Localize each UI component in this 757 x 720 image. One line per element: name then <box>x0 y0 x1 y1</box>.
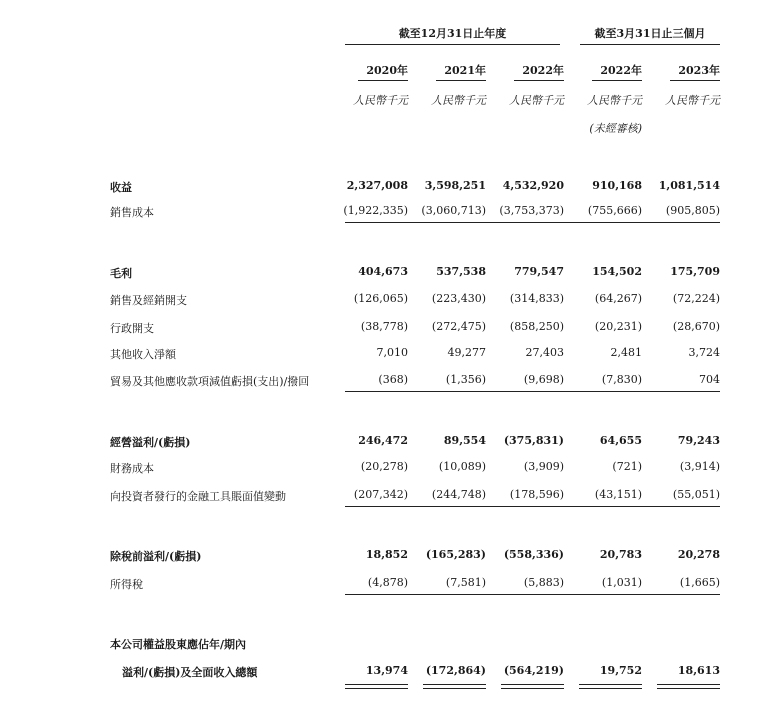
cell: 3,724 <box>688 346 720 359</box>
cell: 704 <box>699 373 720 386</box>
row-label-other-income: 其他收入淨額 <box>110 348 176 361</box>
header-group-rule <box>580 44 720 45</box>
cell: 175,709 <box>670 265 720 278</box>
row-label-total-comprehensive-income: 溢利/(虧損)及全面收入總額 <box>122 666 258 679</box>
year-2022: 2022年 <box>522 64 564 77</box>
header-group-three-months: 截至3月31日止三個月 <box>594 27 706 40</box>
cell: (64,267) <box>594 292 642 305</box>
total-double-rule <box>423 684 486 689</box>
cell: 64,655 <box>599 434 642 447</box>
row-label-operating-profit: 經營溢利/(虧損) <box>110 436 191 449</box>
cell: (272,475) <box>431 320 486 333</box>
cell: (1,356) <box>445 373 486 386</box>
cell: (178,596) <box>509 488 564 501</box>
subtotal-rule <box>345 594 720 595</box>
cell: (858,250) <box>509 320 564 333</box>
year-2022-q1: 2022年 <box>600 64 642 77</box>
total-double-rule <box>579 684 642 689</box>
cell: (368) <box>378 373 408 386</box>
cell: (223,430) <box>431 292 486 305</box>
cell: (314,833) <box>509 292 564 305</box>
year-rule <box>358 80 408 81</box>
cell: (1,031) <box>601 576 642 589</box>
header-group-year-end: 截至12月31日止年度 <box>398 27 507 40</box>
row-label-admin-expenses: 行政開支 <box>110 322 154 335</box>
cell: (20,278) <box>360 460 408 473</box>
total-double-rule <box>345 684 408 689</box>
cell: (55,051) <box>672 488 720 501</box>
cell: 3,598,251 <box>424 179 486 192</box>
cell: (207,342) <box>353 488 408 501</box>
unit-label: 人民幣千元 <box>431 94 486 107</box>
row-label-impairment: 貿易及其他應收款項減值虧損(支出)/撥回 <box>110 375 310 388</box>
subtotal-rule <box>345 391 720 392</box>
cell: (3,060,713) <box>421 204 486 217</box>
cell: 910,168 <box>592 179 642 192</box>
cell: 7,010 <box>376 346 408 359</box>
cell: 49,277 <box>447 346 486 359</box>
cell: 2,481 <box>610 346 642 359</box>
cell: (3,909) <box>523 460 564 473</box>
cell: 20,783 <box>599 548 642 561</box>
cell: (7,581) <box>445 576 486 589</box>
cell: (172,864) <box>425 664 486 677</box>
cell: (905,805) <box>665 204 720 217</box>
cell: 20,278 <box>677 548 720 561</box>
cell: 1,081,514 <box>658 179 720 192</box>
year-2023-q1: 2023年 <box>678 64 720 77</box>
header-group-rule <box>345 44 560 45</box>
cell: (564,219) <box>503 664 564 677</box>
cell: (38,778) <box>360 320 408 333</box>
unit-label: 人民幣千元 <box>353 94 408 107</box>
cell: 79,243 <box>677 434 720 447</box>
row-label-profit-before-tax: 除稅前溢利/(虧損) <box>110 550 202 563</box>
cell: 18,852 <box>365 548 408 561</box>
row-label-gross-profit: 毛利 <box>110 267 132 280</box>
cell: (43,151) <box>594 488 642 501</box>
subtotal-rule <box>345 222 720 223</box>
year-rule <box>514 80 564 81</box>
cell: 89,554 <box>443 434 486 447</box>
cell: (7,830) <box>601 373 642 386</box>
row-label-fv-change: 向投資者發行的金融工具賬面值變動 <box>110 490 286 503</box>
cell: (4,878) <box>367 576 408 589</box>
cell: 18,613 <box>677 664 720 677</box>
year-rule <box>670 80 720 81</box>
row-label-selling-expenses: 銷售及經銷開支 <box>110 294 187 307</box>
cell: (375,831) <box>503 434 564 447</box>
year-rule <box>436 80 486 81</box>
cell: 537,538 <box>436 265 486 278</box>
cell: 2,327,008 <box>346 179 408 192</box>
cell: (28,670) <box>672 320 720 333</box>
unaudited-note: (未經審核) <box>589 122 642 135</box>
cell: (1,665) <box>679 576 720 589</box>
cell: (5,883) <box>523 576 564 589</box>
cell: 19,752 <box>599 664 642 677</box>
year-2021: 2021年 <box>444 64 486 77</box>
row-label-cost-of-sales: 銷售成本 <box>110 206 154 219</box>
cell: 154,502 <box>592 265 642 278</box>
cell: 13,974 <box>365 664 408 677</box>
cell: 27,403 <box>525 346 564 359</box>
unit-label: 人民幣千元 <box>587 94 642 107</box>
year-rule <box>592 80 642 81</box>
total-double-rule <box>657 684 720 689</box>
cell: (126,065) <box>353 292 408 305</box>
cell: (1,922,335) <box>343 204 408 217</box>
subtotal-rule <box>345 506 720 507</box>
cell: (20,231) <box>594 320 642 333</box>
cell: 404,673 <box>358 265 408 278</box>
cell: (165,283) <box>425 548 486 561</box>
cell: (3,914) <box>679 460 720 473</box>
cell: (9,698) <box>523 373 564 386</box>
row-label-income-tax: 所得稅 <box>110 578 143 591</box>
row-label-attributable-heading: 本公司權益股東應佔年/期內 <box>110 638 247 651</box>
row-label-finance-costs: 財務成本 <box>110 462 154 475</box>
cell: (72,224) <box>672 292 720 305</box>
cell: 779,547 <box>514 265 564 278</box>
cell: 246,472 <box>358 434 408 447</box>
cell: (10,089) <box>438 460 486 473</box>
cell: (3,753,373) <box>499 204 564 217</box>
year-2020: 2020年 <box>366 64 408 77</box>
unit-label: 人民幣千元 <box>509 94 564 107</box>
cell: (244,748) <box>431 488 486 501</box>
cell: (558,336) <box>503 548 564 561</box>
cell: 4,532,920 <box>502 179 564 192</box>
total-double-rule <box>501 684 564 689</box>
cell: (755,666) <box>587 204 642 217</box>
unit-label: 人民幣千元 <box>665 94 720 107</box>
cell: (721) <box>612 460 642 473</box>
row-label-revenue: 收益 <box>110 181 132 194</box>
